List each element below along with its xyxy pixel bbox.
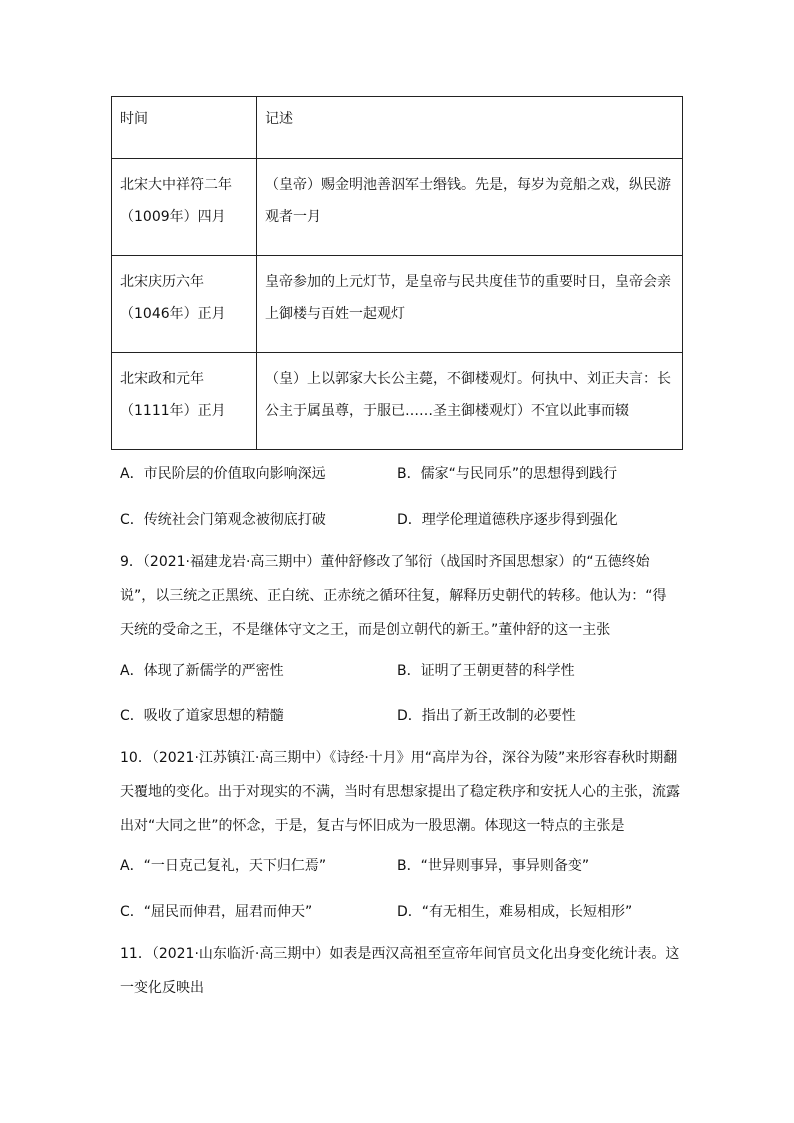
q9-option-c: C．吸收了道家思想的精髓 — [120, 708, 284, 724]
cell-record: （皇帝）赐金明池善泅军士缗钱。先是，每岁为竞船之戏，纵民游观者一月 — [257, 159, 683, 256]
q9-option-b: B．证明了王朝更替的科学性 — [397, 663, 575, 679]
table-row — [112, 159, 683, 256]
q9-option-a: A．体现了新儒学的严密性 — [120, 663, 284, 679]
cell-time: 北宋庆历六年（1046年）正月 — [112, 256, 257, 353]
header-time: 时间 — [112, 97, 257, 159]
q10-option-c: C．“屈民而伸君，屈君而伸天” — [120, 904, 313, 920]
q10-option-b: B．“世异则事异，事异则备变” — [397, 858, 590, 874]
q9-option-d: D．指出了新王改制的必要性 — [397, 708, 576, 724]
table-row — [112, 353, 683, 450]
header-record: 记述 — [257, 97, 683, 159]
q10-option-a: A．“一日克己复礼，天下归仁焉” — [120, 858, 327, 874]
q9-stem: 9．（2021·福建龙岩·高三期中）董仲舒修改了邹衍（战国时齐国思想家）的“五德终始说”，以三统之正黑统、正白统、正赤统之循环往复，解释历史朝代的转移。他认为：“得天统的受命之王，不是继体守文之王，而是创立朝代的新王。”董仲舒的这一主张 — [120, 554, 667, 638]
records-table — [111, 96, 683, 450]
table-header-row — [112, 97, 683, 159]
q10-option-d: D．“有无相生，难易相成，长短相形” — [397, 904, 633, 920]
q11-stem: 11．（2021·山东临沂·高三期中）如表是西汉高祖至宣帝年间官员文化出身变化统计表。这一变化反映出 — [120, 946, 680, 996]
cell-record: 皇帝参加的上元灯节，是皇帝与民共度佳节的重要时日，皇帝会亲上御楼与百姓一起观灯 — [257, 256, 683, 353]
q8-option-d: D．理学伦理道德秩序逐步得到强化 — [397, 512, 618, 528]
q10-stem: 10．（2021·江苏镇江·高三期中）《诗经·十月》用“高岸为谷，深谷为陵”来形容春秋时期翻天覆地的变化。出于对现实的不满，当时有思想家提出了稳定秩序和安抚人心的主张，流露出对“大同之世”的怀念，于是，复古与怀旧成为一股思潮。体现这一特点的主张是 — [120, 750, 680, 834]
cell-time: 北宋大中祥符二年（1009年）四月 — [112, 159, 257, 256]
q8-option-a: A．市民阶层的价值取向影响深远 — [120, 466, 326, 482]
q8-option-b: B．儒家“与民同乐”的思想得到践行 — [397, 466, 618, 482]
cell-time: 北宋政和元年（1111年）正月 — [112, 353, 257, 450]
table-row — [112, 256, 683, 353]
cell-record: （皇）上以郭家大长公主薨，不御楼观灯。何执中、刘正夫言：长公主于属虽尊，于服已……圣主御楼观灯）不宜以此事而辍 — [257, 353, 683, 450]
q8-option-c: C．传统社会门第观念被彻底打破 — [120, 512, 326, 528]
